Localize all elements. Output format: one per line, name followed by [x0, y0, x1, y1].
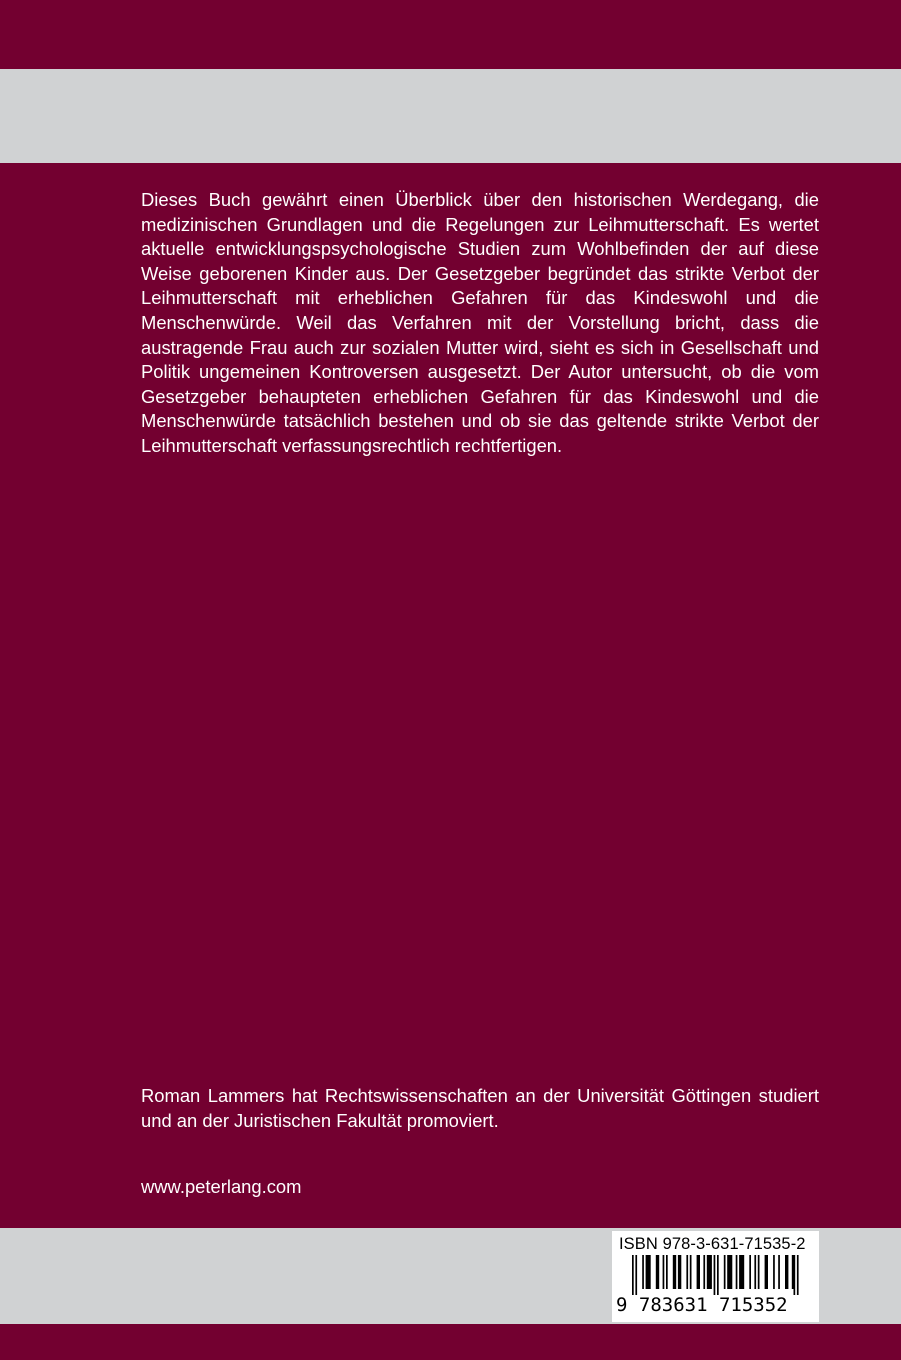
- barcode-bar: [727, 1255, 732, 1289]
- barcode-bar: [635, 1255, 637, 1295]
- barcode-bar: [686, 1255, 688, 1289]
- barcode-bar: [642, 1255, 644, 1289]
- author-bio: Roman Lammers hat Rechtswissenschaften an der Universität Göttingen studiert und an der Juristischen Fakultät promoviert.: [141, 1085, 819, 1131]
- barcode-bars: [618, 1255, 814, 1295]
- barcode-bar: [673, 1255, 676, 1289]
- barcode-bar: [663, 1255, 665, 1289]
- barcode-bar: [724, 1255, 726, 1289]
- barcode-digits: 9 783631 715352: [616, 1294, 788, 1316]
- barcode-bar: [778, 1255, 780, 1289]
- barcode-bar: [717, 1255, 719, 1295]
- book-description: Dieses Buch gewährt einen Überblick über den historischen Werdegang, die medizinischen Grundlagen und die Regelungen zur Leihmutterschaft. Es wertet aktuelle entwicklungspsychologische Studien zum Wohlbefinden der auf diese Weise geborenen Kinder aus. Der Gesetzgeber begründet das strikte Verbot der Leihmutterschaft mit erheblichen Gefahren für das Kindeswohl und die Menschenwürde. Weil das Verfahren mit der Vorstellung bricht, dass die austragende Frau auch zur sozialen Mutter wird, sieht es sich in Gesellschaft und Politik ungemeinen Kontroversen ausgesetzt. Der Autor untersucht, ob die vom Gesetzgeber behaupteten erheblichen Gefahren für das Kindeswohl und die Menschenwürde tatsächlich bestehen und ob sie das geltende strikte Verbot der Leihmutterschaft verfassungsrechtlich rechtfertigen.: [141, 189, 819, 456]
- barcode-bar: [792, 1255, 794, 1289]
- barcode-bar: [754, 1255, 756, 1289]
- barcode-bar: [773, 1255, 775, 1289]
- barcode-bar: [656, 1255, 659, 1289]
- barcode-bar: [794, 1255, 796, 1295]
- barcode-bar: [666, 1255, 668, 1289]
- publisher-website: www.peterlang.com: [141, 1176, 302, 1197]
- top-grey-band: [0, 69, 901, 163]
- isbn-label: ISBN 978-3-631-71535-2: [619, 1235, 806, 1253]
- barcode-bar: [739, 1255, 744, 1289]
- barcode-bar: [690, 1255, 692, 1289]
- barcode-bar: [697, 1255, 700, 1289]
- barcode-bar: [758, 1255, 760, 1289]
- barcode-bar: [797, 1255, 799, 1295]
- barcode-bar: [632, 1255, 634, 1295]
- barcode-bar: [678, 1255, 681, 1289]
- isbn-barcode: [612, 1231, 819, 1322]
- barcode-bar: [714, 1255, 716, 1295]
- barcode-bar: [736, 1255, 738, 1289]
- barcode-bar: [785, 1255, 788, 1289]
- barcode-bar: [765, 1255, 768, 1289]
- barcode-bar: [707, 1255, 712, 1289]
- barcode-bar: [703, 1255, 705, 1289]
- barcode-bar: [749, 1255, 751, 1289]
- barcode-bar: [646, 1255, 651, 1289]
